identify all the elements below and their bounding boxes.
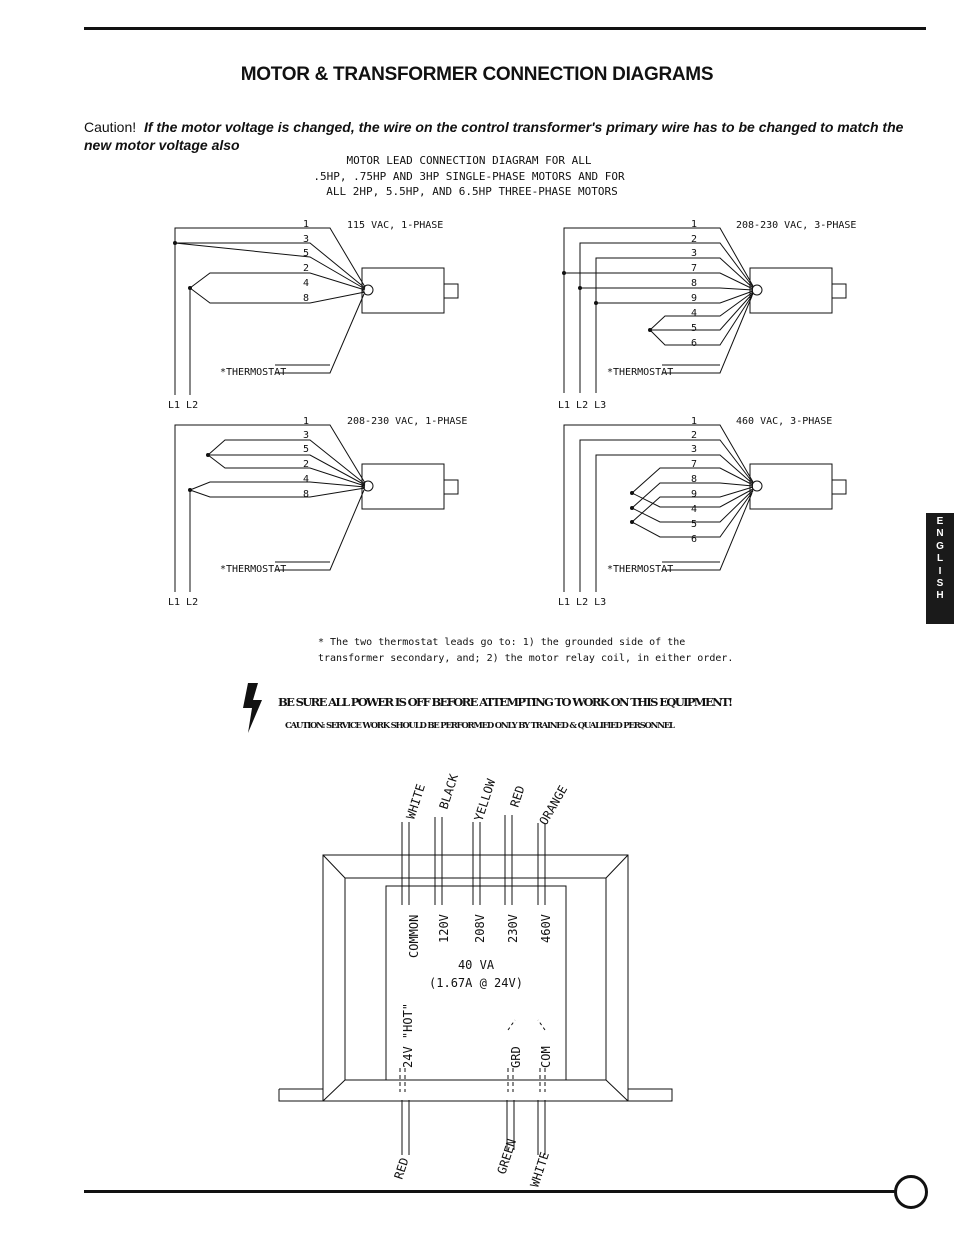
lead-number: 7 — [691, 459, 698, 470]
diagram-heading-line: .5HP, .75HP AND 3HP SINGLE-PHASE MOTORS AND FOR — [313, 170, 625, 183]
thermostat-label: *THERMOSTAT — [607, 564, 674, 575]
lightning-bolt-icon — [243, 683, 262, 733]
lead-number: 1 — [691, 416, 698, 427]
primary-wire-color: WHITE — [403, 782, 429, 821]
diagram-heading-line: ALL 2HP, 5.5HP, AND 6.5HP THREE-PHASE MOTORS — [326, 185, 618, 198]
lead-number: 3 — [691, 444, 698, 455]
line-labels: L1 L2 L3 — [558, 597, 607, 608]
line-labels: L1 L2 — [168, 597, 199, 608]
panel-voltage: 115 VAC, 1-PHASE — [347, 220, 444, 231]
lead-number: 5 — [691, 323, 698, 334]
primary-tap-label: 230V — [506, 914, 520, 943]
thermostat-label: *THERMOSTAT — [220, 367, 287, 378]
lead-number: 4 — [303, 278, 310, 289]
lead-number: 3 — [691, 248, 698, 259]
motor-lead-terminal — [752, 481, 762, 491]
panel-115vac-1phase — [175, 228, 458, 395]
tab-letter: N — [936, 528, 944, 540]
panel-voltage: 460 VAC, 3-PHASE — [736, 416, 833, 427]
primary-wire-color: YELLOW — [471, 777, 499, 823]
lead-number: 9 — [691, 489, 698, 500]
tab-letter: I — [938, 565, 942, 577]
motor-body — [362, 268, 444, 313]
secondary-tap-label: GRD — [509, 1046, 523, 1068]
tab-letter: E — [936, 516, 944, 527]
lead-number: 8 — [691, 278, 698, 289]
lead-number: 3 — [303, 234, 310, 245]
page-title: MOTOR & TRANSFORMER CONNECTION DIAGRAMS — [240, 64, 714, 85]
primary-tap-label: 208V — [473, 914, 487, 943]
lead-number: 2 — [303, 459, 310, 470]
lead-number: 5 — [691, 519, 698, 530]
tab-letter: S — [936, 578, 944, 590]
motor-shaft — [444, 284, 458, 298]
lead-number: 4 — [691, 504, 698, 515]
thermostat-footnote: transformer secondary, and; 2) the motor relay coil, in either order. — [318, 653, 734, 664]
motor-shaft — [832, 480, 846, 494]
motor-lead-terminal — [752, 285, 762, 295]
thermostat-footnote: * The two thermostat leads go to: 1) the grounded side of the — [318, 637, 686, 648]
primary-tap-label: 460V — [539, 914, 553, 943]
tab-letter: G — [936, 540, 944, 552]
thermostat-label: *THERMOSTAT — [607, 367, 674, 378]
panel-voltage: 208-230 VAC, 1-PHASE — [347, 416, 468, 427]
lead-number: 2 — [303, 263, 310, 274]
page-number-circle — [894, 1175, 928, 1209]
primary-tap-label: COMMON — [407, 914, 421, 958]
secondary-wire-color: RED — [391, 1155, 412, 1181]
line-labels: L1 L2 L3 — [558, 400, 607, 411]
lead-number: 8 — [303, 489, 310, 500]
lead-number: 3 — [303, 430, 310, 441]
power-off-warning: BE SURE ALL POWER IS OFF BEFORE ATTEMPTING TO WORK ON THIS EQUIPMENT! — [278, 695, 734, 709]
lead-number: 4 — [691, 308, 698, 319]
caution-label: Caution! — [84, 119, 137, 135]
panel-voltage: 208-230 VAC, 3-PHASE — [736, 220, 857, 231]
thermostat-label: *THERMOSTAT — [220, 564, 287, 575]
secondary-wire-color: GREEN — [494, 1137, 520, 1176]
secondary-wire-color: WHITE — [527, 1150, 553, 1189]
motor-shaft — [444, 480, 458, 494]
lead-number: 6 — [691, 534, 698, 545]
lead-number: 9 — [691, 293, 698, 304]
panel-208-230vac-1phase — [175, 425, 458, 592]
lead-number: 2 — [691, 234, 698, 245]
diagram-heading-line: MOTOR LEAD CONNECTION DIAGRAM FOR ALL — [346, 154, 592, 167]
line-labels: L1 L2 — [168, 400, 199, 411]
motor-body — [362, 464, 444, 509]
lead-number: 6 — [691, 338, 698, 349]
tab-letter: H — [936, 590, 944, 602]
lead-number: 7 — [691, 263, 698, 274]
lead-number: 1 — [303, 219, 310, 230]
lead-number: 8 — [303, 293, 310, 304]
lead-number: 2 — [691, 430, 698, 441]
primary-tap-label: 120V — [437, 914, 451, 943]
bottom-rule — [84, 1190, 896, 1193]
tab-letter: L — [936, 553, 944, 565]
motor-shaft — [832, 284, 846, 298]
transformer-rating-detail: (1.67A @ 24V) — [429, 976, 523, 990]
lead-number: 1 — [691, 219, 698, 230]
transformer-rating: 40 VA — [457, 958, 495, 972]
primary-wire-color: ORANGE — [536, 782, 571, 828]
lead-number: 5 — [303, 248, 310, 259]
lead-number: 1 — [303, 416, 310, 427]
secondary-tap-label: 24V "HOT" — [401, 1002, 415, 1068]
service-caution: CAUTION: SERVICE WORK SHOULD BE PERFORMED ONLY BY TRAINED & QUALIFIED PERSONNEL — [285, 721, 676, 731]
secondary-tap-label: COM — [539, 1046, 553, 1068]
lead-number: 5 — [303, 444, 310, 455]
primary-wire-color: BLACK — [436, 772, 462, 811]
lead-number: 4 — [303, 474, 310, 485]
lead-number: 8 — [691, 474, 698, 485]
primary-wire-color: RED — [507, 783, 528, 809]
caution-text: If the motor voltage is changed, the wire on the control transformer's primary wire has to be changed to match the new motor voltage also — [84, 119, 904, 153]
